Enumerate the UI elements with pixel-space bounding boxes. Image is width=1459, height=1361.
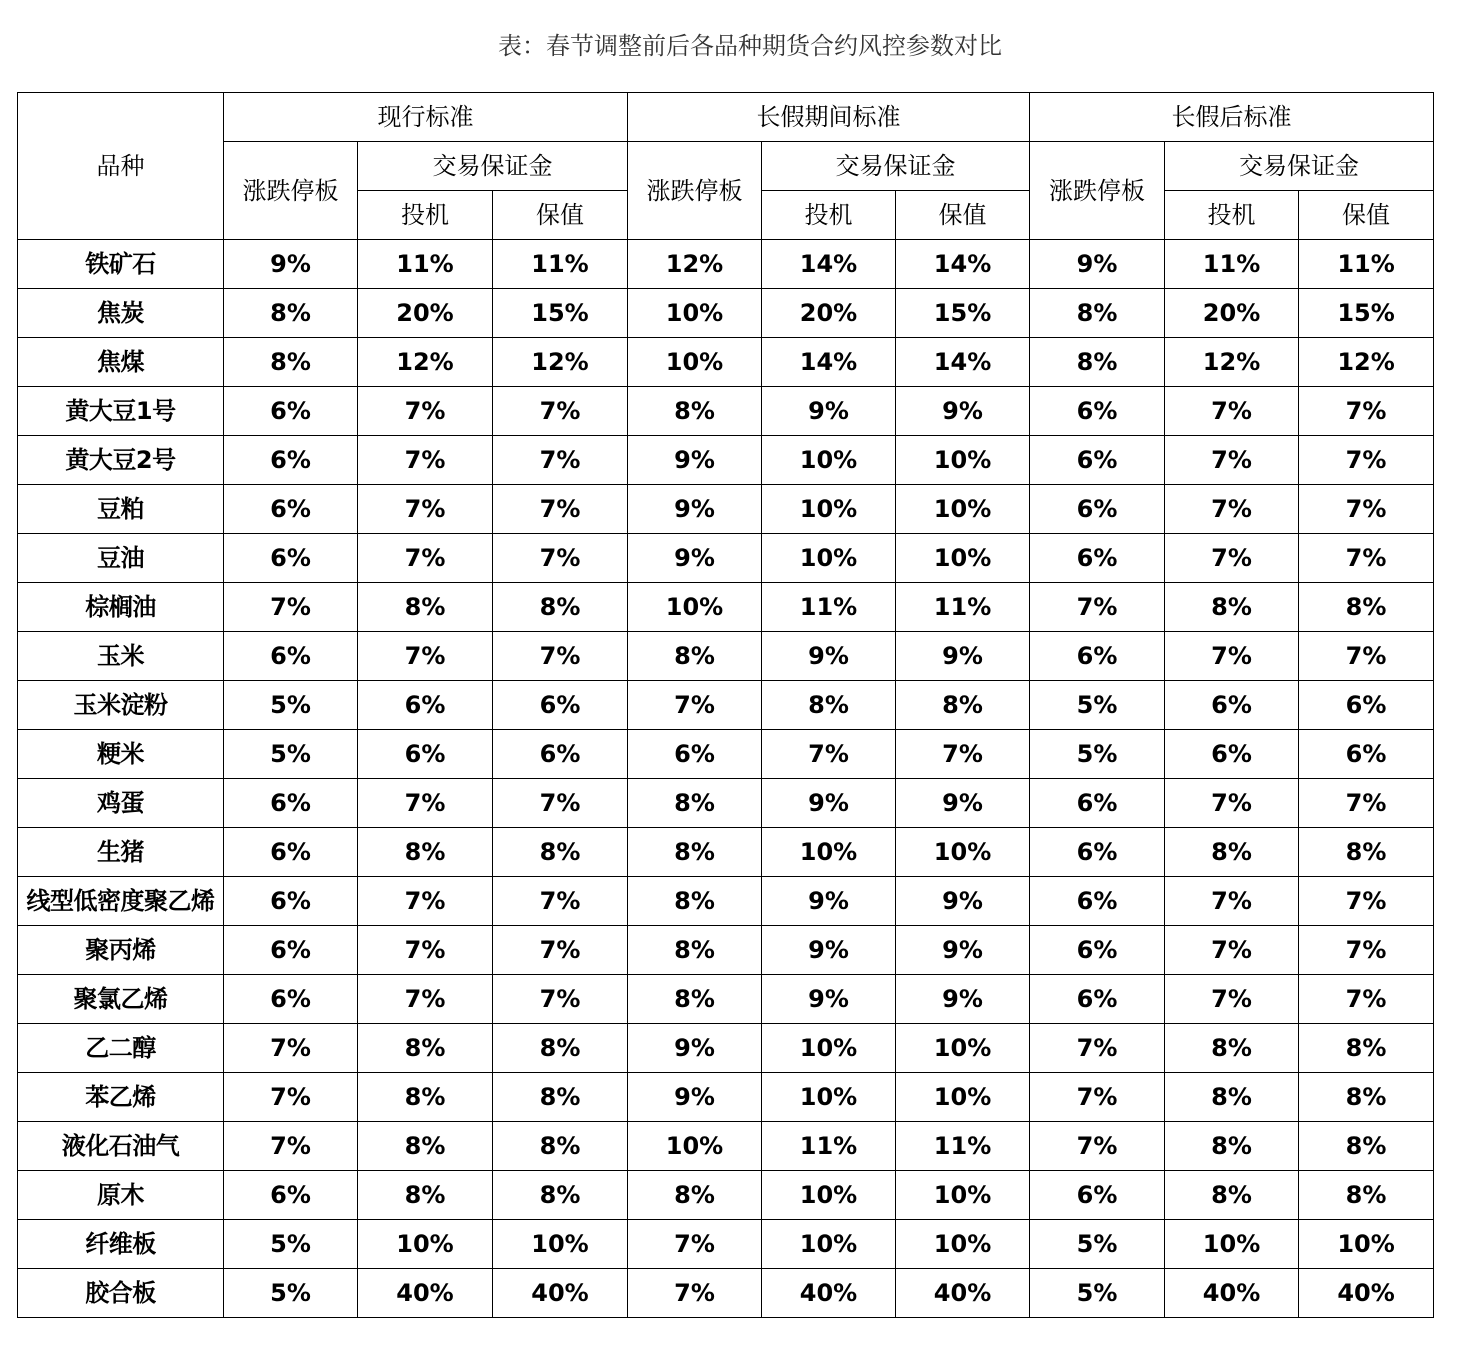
cell-spec-after: 8%	[1165, 583, 1299, 632]
cell-hedge-after: 7%	[1299, 877, 1434, 926]
cell-limit-after: 6%	[1030, 1171, 1165, 1220]
cell-spec-current: 12%	[358, 338, 493, 387]
variety-name: 焦炭	[18, 289, 224, 338]
cell-spec-current: 10%	[358, 1220, 493, 1269]
cell-limit-current: 6%	[224, 828, 358, 877]
cell-hedge-after: 8%	[1299, 583, 1434, 632]
variety-name: 豆粕	[18, 485, 224, 534]
cell-limit-holiday: 8%	[628, 632, 762, 681]
header-margin-current: 交易保证金	[358, 142, 628, 191]
variety-name: 液化石油气	[18, 1122, 224, 1171]
cell-spec-current: 7%	[358, 436, 493, 485]
cell-hedge-holiday: 9%	[896, 877, 1030, 926]
cell-hedge-current: 6%	[493, 730, 628, 779]
header-spec-holiday: 投机	[762, 191, 896, 240]
cell-limit-holiday: 6%	[628, 730, 762, 779]
cell-limit-after: 6%	[1030, 632, 1165, 681]
header-hedge-holiday: 保值	[896, 191, 1030, 240]
cell-limit-holiday: 10%	[628, 338, 762, 387]
variety-name: 乙二醇	[18, 1024, 224, 1073]
cell-hedge-holiday: 10%	[896, 828, 1030, 877]
cell-limit-current: 9%	[224, 240, 358, 289]
cell-hedge-after: 10%	[1299, 1220, 1434, 1269]
cell-hedge-current: 7%	[493, 877, 628, 926]
cell-spec-after: 7%	[1165, 632, 1299, 681]
cell-limit-after: 6%	[1030, 877, 1165, 926]
cell-spec-after: 8%	[1165, 1122, 1299, 1171]
cell-limit-current: 6%	[224, 779, 358, 828]
table-row	[18, 1073, 1434, 1122]
cell-hedge-after: 7%	[1299, 387, 1434, 436]
table-row	[18, 1024, 1434, 1073]
cell-spec-after: 7%	[1165, 485, 1299, 534]
header-hedge-after: 保值	[1299, 191, 1434, 240]
cell-spec-current: 20%	[358, 289, 493, 338]
table-row	[18, 632, 1434, 681]
risk-parameter-table	[17, 92, 1434, 1318]
cell-spec-current: 8%	[358, 1171, 493, 1220]
cell-hedge-after: 8%	[1299, 1024, 1434, 1073]
table-row	[18, 877, 1434, 926]
cell-limit-holiday: 9%	[628, 1024, 762, 1073]
cell-spec-after: 40%	[1165, 1269, 1299, 1318]
cell-spec-holiday: 20%	[762, 289, 896, 338]
cell-hedge-current: 12%	[493, 338, 628, 387]
cell-hedge-holiday: 10%	[896, 1171, 1030, 1220]
cell-hedge-holiday: 11%	[896, 1122, 1030, 1171]
table-row	[18, 289, 1434, 338]
cell-limit-after: 5%	[1030, 730, 1165, 779]
cell-hedge-holiday: 10%	[896, 436, 1030, 485]
cell-limit-current: 6%	[224, 387, 358, 436]
cell-spec-after: 10%	[1165, 1220, 1299, 1269]
cell-hedge-holiday: 8%	[896, 681, 1030, 730]
table-row	[18, 730, 1434, 779]
table-row	[18, 1171, 1434, 1220]
variety-name: 胶合板	[18, 1269, 224, 1318]
cell-hedge-holiday: 15%	[896, 289, 1030, 338]
variety-name: 鸡蛋	[18, 779, 224, 828]
cell-spec-current: 7%	[358, 975, 493, 1024]
cell-limit-holiday: 10%	[628, 1122, 762, 1171]
cell-spec-holiday: 11%	[762, 1122, 896, 1171]
header-group-holiday: 长假期间标准	[628, 93, 1030, 142]
cell-hedge-holiday: 10%	[896, 1073, 1030, 1122]
cell-spec-holiday: 10%	[762, 1220, 896, 1269]
cell-hedge-current: 7%	[493, 485, 628, 534]
header-limit-current: 涨跌停板	[224, 142, 358, 240]
cell-spec-current: 8%	[358, 1024, 493, 1073]
cell-hedge-holiday: 10%	[896, 534, 1030, 583]
table-body	[18, 240, 1434, 1318]
cell-hedge-current: 6%	[493, 681, 628, 730]
cell-limit-holiday: 8%	[628, 877, 762, 926]
variety-name: 豆油	[18, 534, 224, 583]
cell-hedge-current: 7%	[493, 632, 628, 681]
cell-limit-current: 7%	[224, 583, 358, 632]
cell-spec-holiday: 40%	[762, 1269, 896, 1318]
cell-hedge-after: 15%	[1299, 289, 1434, 338]
variety-name: 焦煤	[18, 338, 224, 387]
table-row	[18, 1220, 1434, 1269]
cell-spec-after: 8%	[1165, 1171, 1299, 1220]
cell-hedge-after: 7%	[1299, 485, 1434, 534]
cell-hedge-current: 7%	[493, 436, 628, 485]
cell-limit-current: 7%	[224, 1024, 358, 1073]
cell-limit-current: 6%	[224, 485, 358, 534]
cell-limit-holiday: 7%	[628, 681, 762, 730]
cell-limit-holiday: 12%	[628, 240, 762, 289]
cell-spec-current: 11%	[358, 240, 493, 289]
cell-spec-current: 8%	[358, 828, 493, 877]
cell-hedge-holiday: 40%	[896, 1269, 1030, 1318]
cell-limit-after: 5%	[1030, 1269, 1165, 1318]
header-hedge-current: 保值	[493, 191, 628, 240]
variety-name: 黄大豆2号	[18, 436, 224, 485]
cell-limit-holiday: 9%	[628, 485, 762, 534]
cell-hedge-after: 8%	[1299, 1073, 1434, 1122]
header-limit-after: 涨跌停板	[1030, 142, 1165, 240]
table-row	[18, 387, 1434, 436]
variety-name: 线型低密度聚乙烯	[18, 877, 224, 926]
cell-spec-after: 8%	[1165, 1073, 1299, 1122]
cell-spec-after: 7%	[1165, 534, 1299, 583]
cell-hedge-after: 7%	[1299, 926, 1434, 975]
cell-hedge-holiday: 14%	[896, 240, 1030, 289]
cell-hedge-current: 8%	[493, 1122, 628, 1171]
cell-spec-after: 6%	[1165, 730, 1299, 779]
cell-spec-holiday: 10%	[762, 1073, 896, 1122]
cell-hedge-current: 15%	[493, 289, 628, 338]
cell-hedge-holiday: 9%	[896, 975, 1030, 1024]
header-spec-current: 投机	[358, 191, 493, 240]
cell-limit-holiday: 9%	[628, 436, 762, 485]
cell-limit-current: 6%	[224, 877, 358, 926]
cell-limit-holiday: 10%	[628, 583, 762, 632]
cell-limit-after: 7%	[1030, 1122, 1165, 1171]
cell-spec-current: 8%	[358, 1073, 493, 1122]
cell-limit-current: 6%	[224, 632, 358, 681]
variety-name: 玉米	[18, 632, 224, 681]
table-row	[18, 779, 1434, 828]
cell-hedge-after: 7%	[1299, 534, 1434, 583]
cell-spec-current: 7%	[358, 779, 493, 828]
cell-hedge-current: 8%	[493, 583, 628, 632]
cell-hedge-current: 7%	[493, 926, 628, 975]
cell-hedge-holiday: 9%	[896, 779, 1030, 828]
cell-limit-holiday: 7%	[628, 1220, 762, 1269]
cell-limit-after: 7%	[1030, 1024, 1165, 1073]
cell-limit-holiday: 9%	[628, 534, 762, 583]
variety-name: 生猪	[18, 828, 224, 877]
cell-hedge-current: 40%	[493, 1269, 628, 1318]
table-row	[18, 436, 1434, 485]
cell-limit-holiday: 8%	[628, 975, 762, 1024]
variety-name: 棕榈油	[18, 583, 224, 632]
cell-spec-after: 11%	[1165, 240, 1299, 289]
cell-spec-current: 8%	[358, 1122, 493, 1171]
cell-spec-holiday: 14%	[762, 240, 896, 289]
cell-limit-current: 8%	[224, 338, 358, 387]
cell-spec-after: 7%	[1165, 975, 1299, 1024]
cell-limit-current: 5%	[224, 1220, 358, 1269]
cell-spec-current: 40%	[358, 1269, 493, 1318]
cell-spec-after: 7%	[1165, 877, 1299, 926]
table-row	[18, 926, 1434, 975]
table-row	[18, 681, 1434, 730]
variety-name: 聚丙烯	[18, 926, 224, 975]
cell-spec-current: 6%	[358, 681, 493, 730]
header-margin-holiday: 交易保证金	[762, 142, 1030, 191]
cell-spec-holiday: 9%	[762, 387, 896, 436]
cell-spec-holiday: 10%	[762, 1024, 896, 1073]
cell-limit-after: 8%	[1030, 338, 1165, 387]
cell-limit-after: 6%	[1030, 779, 1165, 828]
cell-limit-after: 6%	[1030, 485, 1165, 534]
cell-spec-holiday: 10%	[762, 1171, 896, 1220]
variety-name: 玉米淀粉	[18, 681, 224, 730]
cell-hedge-current: 7%	[493, 534, 628, 583]
cell-hedge-after: 6%	[1299, 730, 1434, 779]
cell-hedge-after: 11%	[1299, 240, 1434, 289]
variety-name: 铁矿石	[18, 240, 224, 289]
cell-hedge-holiday: 11%	[896, 583, 1030, 632]
cell-spec-holiday: 9%	[762, 877, 896, 926]
table-row	[18, 1269, 1434, 1318]
cell-spec-current: 7%	[358, 632, 493, 681]
cell-limit-holiday: 10%	[628, 289, 762, 338]
cell-limit-current: 6%	[224, 926, 358, 975]
cell-hedge-holiday: 7%	[896, 730, 1030, 779]
cell-limit-holiday: 8%	[628, 1171, 762, 1220]
cell-limit-holiday: 8%	[628, 779, 762, 828]
table-row	[18, 240, 1434, 289]
cell-limit-after: 6%	[1030, 828, 1165, 877]
cell-spec-after: 7%	[1165, 926, 1299, 975]
cell-limit-current: 6%	[224, 534, 358, 583]
cell-hedge-after: 7%	[1299, 436, 1434, 485]
cell-spec-after: 8%	[1165, 828, 1299, 877]
header-limit-holiday: 涨跌停板	[628, 142, 762, 240]
cell-limit-current: 8%	[224, 289, 358, 338]
cell-hedge-current: 8%	[493, 828, 628, 877]
table-row	[18, 534, 1434, 583]
cell-limit-current: 5%	[224, 730, 358, 779]
cell-spec-after: 6%	[1165, 681, 1299, 730]
cell-spec-holiday: 14%	[762, 338, 896, 387]
cell-hedge-current: 8%	[493, 1024, 628, 1073]
header-margin-after: 交易保证金	[1165, 142, 1434, 191]
cell-spec-current: 7%	[358, 387, 493, 436]
cell-spec-current: 6%	[358, 730, 493, 779]
cell-hedge-current: 8%	[493, 1073, 628, 1122]
cell-limit-current: 6%	[224, 1171, 358, 1220]
cell-hedge-after: 8%	[1299, 1122, 1434, 1171]
cell-spec-holiday: 10%	[762, 828, 896, 877]
cell-limit-after: 7%	[1030, 583, 1165, 632]
cell-limit-after: 6%	[1030, 534, 1165, 583]
cell-limit-current: 5%	[224, 1269, 358, 1318]
cell-hedge-holiday: 14%	[896, 338, 1030, 387]
cell-hedge-current: 8%	[493, 1171, 628, 1220]
cell-spec-current: 7%	[358, 877, 493, 926]
header-group-current: 现行标准	[224, 93, 628, 142]
header-spec-after: 投机	[1165, 191, 1299, 240]
cell-limit-after: 6%	[1030, 436, 1165, 485]
table-row	[18, 828, 1434, 877]
table-row	[18, 975, 1434, 1024]
cell-hedge-holiday: 10%	[896, 1220, 1030, 1269]
variety-name: 粳米	[18, 730, 224, 779]
cell-limit-holiday: 8%	[628, 387, 762, 436]
cell-spec-current: 8%	[358, 583, 493, 632]
cell-spec-holiday: 9%	[762, 632, 896, 681]
cell-spec-holiday: 9%	[762, 975, 896, 1024]
cell-hedge-current: 10%	[493, 1220, 628, 1269]
cell-spec-holiday: 9%	[762, 779, 896, 828]
cell-spec-holiday: 7%	[762, 730, 896, 779]
cell-spec-holiday: 10%	[762, 534, 896, 583]
variety-name: 原木	[18, 1171, 224, 1220]
cell-hedge-current: 7%	[493, 779, 628, 828]
cell-hedge-after: 7%	[1299, 632, 1434, 681]
cell-hedge-current: 7%	[493, 387, 628, 436]
cell-hedge-after: 8%	[1299, 828, 1434, 877]
cell-limit-current: 7%	[224, 1122, 358, 1171]
variety-name: 聚氯乙烯	[18, 975, 224, 1024]
variety-name: 苯乙烯	[18, 1073, 224, 1122]
cell-limit-current: 5%	[224, 681, 358, 730]
cell-limit-holiday: 9%	[628, 1073, 762, 1122]
cell-limit-current: 6%	[224, 436, 358, 485]
cell-limit-after: 7%	[1030, 1073, 1165, 1122]
cell-limit-after: 9%	[1030, 240, 1165, 289]
cell-limit-holiday: 8%	[628, 828, 762, 877]
header-group-after: 长假后标准	[1030, 93, 1434, 142]
cell-spec-after: 8%	[1165, 1024, 1299, 1073]
cell-hedge-holiday: 9%	[896, 926, 1030, 975]
cell-hedge-current: 7%	[493, 975, 628, 1024]
cell-spec-current: 7%	[358, 926, 493, 975]
cell-limit-after: 6%	[1030, 975, 1165, 1024]
table-row	[18, 583, 1434, 632]
cell-hedge-holiday: 9%	[896, 632, 1030, 681]
cell-spec-holiday: 11%	[762, 583, 896, 632]
cell-limit-current: 6%	[224, 975, 358, 1024]
cell-hedge-after: 7%	[1299, 779, 1434, 828]
cell-spec-after: 7%	[1165, 779, 1299, 828]
cell-spec-holiday: 8%	[762, 681, 896, 730]
cell-spec-after: 7%	[1165, 436, 1299, 485]
cell-hedge-holiday: 10%	[896, 1024, 1030, 1073]
cell-limit-after: 5%	[1030, 681, 1165, 730]
cell-spec-after: 12%	[1165, 338, 1299, 387]
cell-limit-holiday: 7%	[628, 1269, 762, 1318]
variety-name: 纤维板	[18, 1220, 224, 1269]
cell-limit-after: 6%	[1030, 926, 1165, 975]
cell-hedge-after: 6%	[1299, 681, 1434, 730]
cell-limit-after: 5%	[1030, 1220, 1165, 1269]
table-row	[18, 485, 1434, 534]
cell-spec-after: 20%	[1165, 289, 1299, 338]
variety-name: 黄大豆1号	[18, 387, 224, 436]
cell-hedge-current: 11%	[493, 240, 628, 289]
header-variety: 品种	[18, 93, 224, 240]
cell-spec-current: 7%	[358, 485, 493, 534]
cell-hedge-holiday: 9%	[896, 387, 1030, 436]
cell-spec-holiday: 10%	[762, 485, 896, 534]
table-row	[18, 338, 1434, 387]
cell-spec-holiday: 10%	[762, 436, 896, 485]
cell-hedge-after: 7%	[1299, 975, 1434, 1024]
cell-limit-after: 6%	[1030, 387, 1165, 436]
cell-limit-current: 7%	[224, 1073, 358, 1122]
cell-hedge-after: 40%	[1299, 1269, 1434, 1318]
cell-limit-after: 8%	[1030, 289, 1165, 338]
cell-limit-holiday: 8%	[628, 926, 762, 975]
table-caption: 表：春节调整前后各品种期货合约风控参数对比	[498, 32, 1002, 60]
cell-spec-current: 7%	[358, 534, 493, 583]
cell-spec-holiday: 9%	[762, 926, 896, 975]
table-row	[18, 1122, 1434, 1171]
cell-hedge-holiday: 10%	[896, 485, 1030, 534]
cell-hedge-after: 8%	[1299, 1171, 1434, 1220]
cell-spec-after: 7%	[1165, 387, 1299, 436]
cell-hedge-after: 12%	[1299, 338, 1434, 387]
